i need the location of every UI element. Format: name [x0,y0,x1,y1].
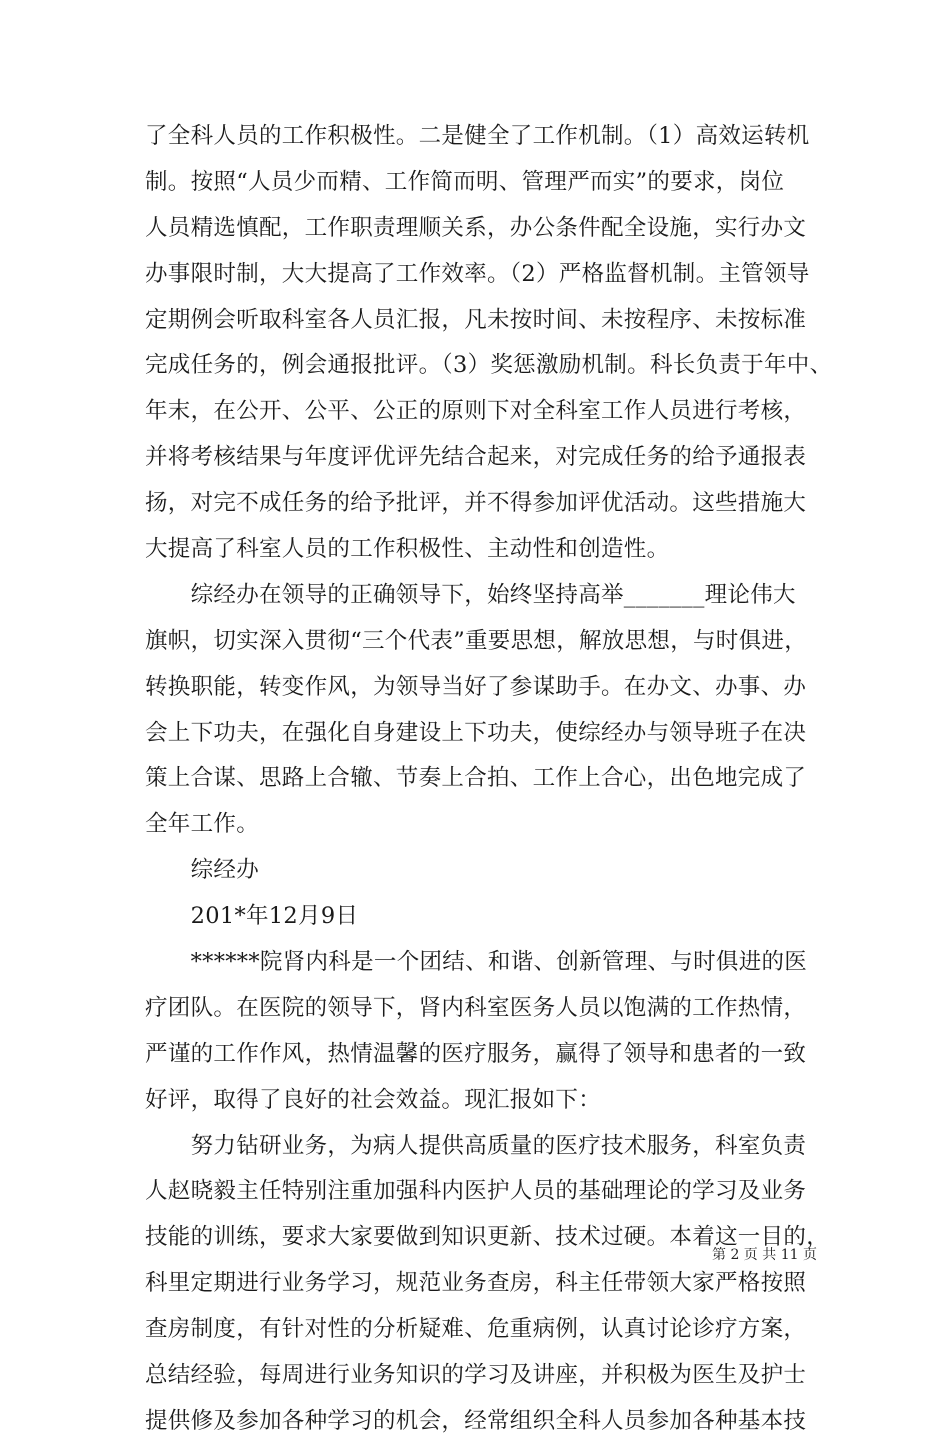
text-line: 疗团队。在医院的领导下，肾内科室医务人员以饱满的工作热情， [145,994,807,1021]
text-line: 全年工作。 [145,811,260,838]
text-line: 制。按照“人员少而精、工作简而明、管理严而实”的要求，岗位 [145,168,785,195]
text-line: 技能的训练，要求大家要做到知识更新、技术过硬。本着这一目的， [145,1224,830,1251]
text-line: 年末，在公开、公平、公正的原则下对全科室工作人员进行考核， [145,398,807,425]
text-line: ******院肾内科是一个团结、和谐、创新管理、与时俱进的医 [145,949,808,976]
text-line: 综经办在领导的正确领导下，始终坚持高举_______理论伟大 [145,581,796,608]
text-line: 大提高了科室人员的工作积极性、主动性和创造性。 [145,536,670,563]
text-line: 会上下功夫，在强化自身建设上下功夫，使综经办与领导班子在决 [145,719,807,746]
text-line: 人员精选慎配，工作职责理顺关系，办公条件配全设施，实行办文 [145,214,807,241]
text-line: 了全科人员的工作积极性。二是健全了工作机制。（1）高效运转机 [145,123,810,149]
text-line: 策上合谋、思路上合辙、节奏上合拍、工作上合心，出色地完成了 [145,765,807,792]
text-line: 旗帜，切实深入贯彻“三个代表”重要思想，解放思想，与时俱进， [145,627,808,654]
text-line: 完成任务的，例会通报批评。（3）奖惩激励机制。科长负责于年中、 [145,352,833,379]
text-line: 人赵晓毅主任特别注重加强科内医护人员的基础理论的学习及业务 [145,1178,807,1205]
text-line: 办事限时制，大大提高了工作效率。（2）严格监督机制。主管领导 [145,260,810,287]
text-line: 转换职能，转变作风，为领导当好了参谋助手。在办文、办事、办 [145,673,807,700]
text-line: 提供修及参加各种学习的机会，经常组织全科人员参加各种基本技 [145,1407,807,1434]
text-line: 查房制度，有针对性的分析疑难、危重病例，认真讨论诊疗方案， [145,1316,807,1343]
signature-department: 综经办 [145,857,260,884]
page-number: 第 2 页 共 11 页 [712,1247,817,1263]
text-line: 总结经验，每周进行业务知识的学习及讲座，并积极为医生及护士 [145,1362,807,1389]
text-line: 扬，对完不成任务的给予批评，并不得参加评优活动。这些措施大 [145,490,807,517]
text-line: 定期例会听取科室各人员汇报，凡未按时间、未按程序、未按标准 [145,306,807,333]
text-line: 科里定期进行业务学习，规范业务查房，科主任带领大家严格按照 [145,1270,807,1297]
signature-date: 201*年12月9日 [145,903,359,930]
text-line: 严谨的工作作风，热情温馨的医疗服务，赢得了领导和患者的一致 [145,1040,807,1067]
text-line: 好评，取得了良好的社会效益。现汇报如下： [145,1086,602,1113]
text-line: 努力钻研业务，为病人提供高质量的医疗技术服务，科室负责 [145,1132,807,1159]
text-line: 并将考核结果与年度评优评先结合起来，对完成任务的给予通报表 [145,444,807,471]
